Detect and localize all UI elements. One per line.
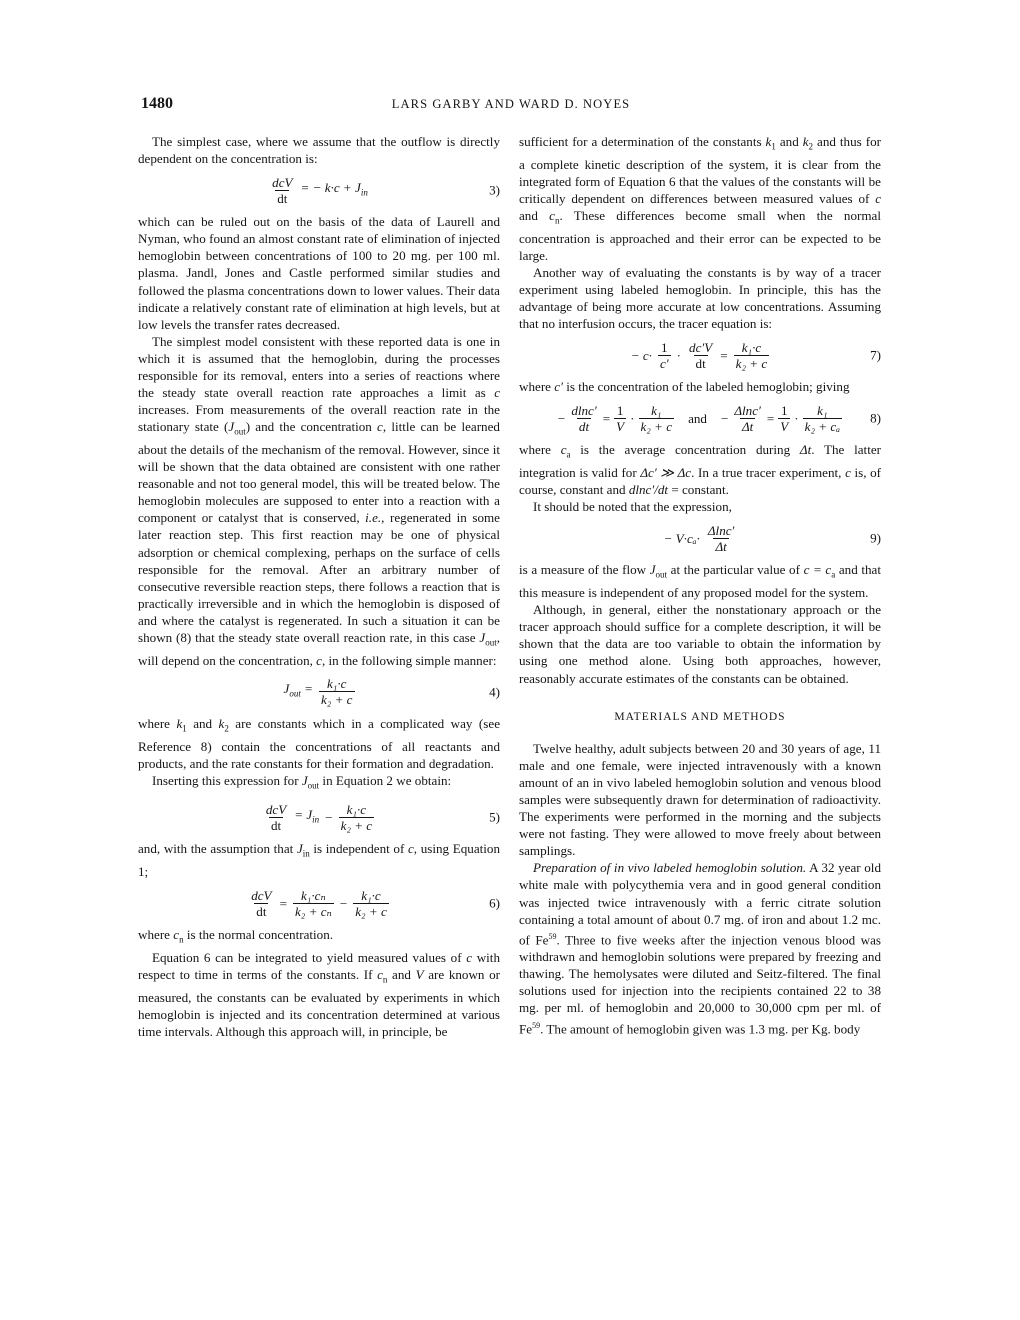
paragraph: The simplest case, where we assume that the outflow is directly dependent on the concentration is: xyxy=(138,134,500,167)
paragraph: It should be noted that the expression, xyxy=(533,499,732,515)
equation-number: 8) xyxy=(870,410,881,426)
equation-number: 7) xyxy=(870,347,881,363)
paragraph: and, with the assumption that $J_{in}$ is independent of c, using Equation 1; xyxy=(138,841,501,880)
paragraph: which can be ruled out on the basis of the data of Laurell and Nyman, who found an almost constant rate of elimination of injected hemoglobin between concentrations of 100 to 20 mg. per 100 ml. plasma. Jandl, Jones and Castle performed similar studies and followed the plasma concentrations down to lower values. Their data indicate a relatively constant rate of elimination at high levels, but at low levels the transfer rates decreased. xyxy=(138,214,500,332)
equation-5: $\frac{\text{dcV}}{dt}$ = $J_{in}$ − $\frac{\text{k₁·c}}{\text{k₂ + c}}$ 5) xyxy=(265,801,500,833)
paragraph: where $k_1$ and $k_2$ are constants which in a complicated way (see Reference 8) contain the concentrations of all reactants and products, and the rate constants for their formation and degradation. xyxy=(138,715,500,771)
paragraph: where $c_n$ is the normal concentration. xyxy=(138,927,334,945)
paragraph: The simplest model consistent with these reported data is one in which it is assumed that the hemoglobin, during the processes responsible for its removal, enters into a series of reactions where the steady state overall reaction rate approaches a limit as c increases. From measurements of the overall reaction rate in the stationary state $(J_{out})$ and the concentration c, little can be learned about the details of the mechanism of the removal. However, since it will be shown that the data obtained are consistent with one rather reasonable and not too general model, this will be treated below. The hemoglobin molecules are supposed to enter into a reaction with a component or catalyst that is conserved, i.e., regenerated in some later reaction step. This first reaction may be one of physical adsorption or chemical complexing, perhaps on the surface of cells responsible for the removal. After an arbitrary number of consecutive reversible reaction steps, there follows a reaction that is practically irreversible and in which the hemoglobin is disposed of and where the catalyst is regenerated. In such a situation it can be shown (8) that the steady state overall reaction rate, in this case $J_{out}$, will depend on the concentration, c, in the following simple manner: xyxy=(138,333,500,668)
equation-number: 9) xyxy=(870,530,881,546)
section-heading: MATERIALS AND METHODS xyxy=(614,710,786,723)
subsection-title: Preparation of in vivo labeled hemoglobin solution. xyxy=(533,860,807,876)
page-header xyxy=(141,95,881,117)
paragraph: Inserting this expression for $J_{out}$ in Equation 2 we obtain: xyxy=(152,772,452,791)
equation-3: $\frac{\text{dcV}}{dt}$ = − $k\cdot c + J_{in}$ 3) xyxy=(272,174,500,206)
paragraph: Equation 6 can be integrated to yield measured values of c with respect to time in terms of the constants. If $c_n$ and V are known or measured, the constants can be evaluated by experiments in which hemoglobin is injected and its concentration determined at various time intervals. Although this approach will, in principle, be xyxy=(138,949,500,1039)
paragraph: where $c_a$ is the average concentration during Δt. The latter integration is valid for Δc′ ≫ Δc. In a true tracer experiment, c is, of course, constant and dlnc′/dt = constant. xyxy=(519,442,881,498)
paragraph: Another way of evaluating the constants is by way of a tracer experiment using labeled hemoglobin. In principle, this has the advantage of being more accurate at low concentrations. Assuming that no interfusion occurs, the tracer equation is: xyxy=(519,264,881,332)
equation-number: 4) xyxy=(489,684,500,700)
paragraph: where c′ is the concentration of the labeled hemoglobin; giving xyxy=(519,379,850,395)
equation-4: $J_{out}$ = $\frac{\text{k₁·c}}{\text{k₂ + c}}$ 4) xyxy=(283,676,500,708)
equation-number: 3) xyxy=(489,182,500,198)
left-column xyxy=(138,133,500,1040)
equation-7: − c· $\frac{1}{c'}$ · $\frac{dc'V}{dt}$ = $\frac{\text{k₁·c}}{\text{k₂ + c}}$ 7) xyxy=(630,339,881,371)
paragraph: is a measure of the flow $J_{out}$ at the particular value of $c = c_a$ and that this measure is independent of any proposed model for the system. xyxy=(519,562,881,601)
right-column xyxy=(519,133,881,1037)
equation-number: 6) xyxy=(489,895,500,911)
paragraph: sufficient for a determination of the constants $k_1$ and $k_2$ and thus for a complete kinetic description of the system, it is clear from the integrated form of Equation 6 that the values of the constants will be critically dependent on differences between measured values of c and $c_n$. These differences become small when the normal concentration is approached and their error can be expected to be large. xyxy=(519,134,882,263)
paragraph: Twelve healthy, adult subjects between 20 and 30 years of age, 11 male and one female, were injected intravenously with a known amount of an in vivo labeled hemoglobin solution and venous blood samples were subsequently drawn for determination of radioactivity. The experiments were performed in the morning and the subjects were not fasting. They were allowed to move freely about between samplings. xyxy=(519,740,881,859)
paragraph: Preparation of in vivo labeled hemoglobin solution. A 32 year old white male with polycythemia vera and in good general condition was injected twice intravenously with a ferric citrate solution containing a total amount of about 0.7 mg. of iron and about 1.2 mc. of Fe$^{59}$. Three to five weeks after the injection venous blood was withdrawn and hemoglobin solutions were prepared by freezing and thawing. The hemolysates were diluted and Seitz-filtered. The final solutions used for injection into the recipients contained 22 to 38 mg. per ml. of hemoglobin and 20,000 to 30,000 cpm per ml. of Fe$^{59}$. The amount of hemoglobin given was 1.3 mg. per Kg. body xyxy=(519,860,881,1036)
running-head: LARS GARBY AND WARD D. NOYES xyxy=(391,97,631,111)
paragraph: Although, in general, either the nonstationary approach or the tracer approach should suffice for a complete description, it will be shown that the data are too variable to obtain the information by using one method alone. Using both approaches, however, reasonably accurate estimates of the constants can be obtained. xyxy=(519,602,881,686)
equation-8: − $\frac{dlnc'}{dt}$ = $\frac{1}{V}$ · $\frac{\text{k₁}}{\text{k₂ + c}}$ and − $\frac{\Delta\ln c'}{\Delta t}$ = $\frac{1}{V}$ · $\frac{\text{k₁}}{\text{k₂ + cₐ}}$ 8) xyxy=(557,402,881,434)
equation-9: − V·cₐ· $\frac{\Delta\ln c'}{\Delta t}$ 9) xyxy=(663,522,881,554)
equation-number: 5) xyxy=(489,809,500,825)
equation-6: $\frac{\text{dcV}}{dt}$ = $\frac{\text{k₁·cₙ}}{\text{k₂ + cₙ}}$ − $\frac{\text{k₁·c}}{\text{k₂ + c}}$ 6) xyxy=(251,887,500,919)
page-number: 1480 xyxy=(141,95,173,112)
